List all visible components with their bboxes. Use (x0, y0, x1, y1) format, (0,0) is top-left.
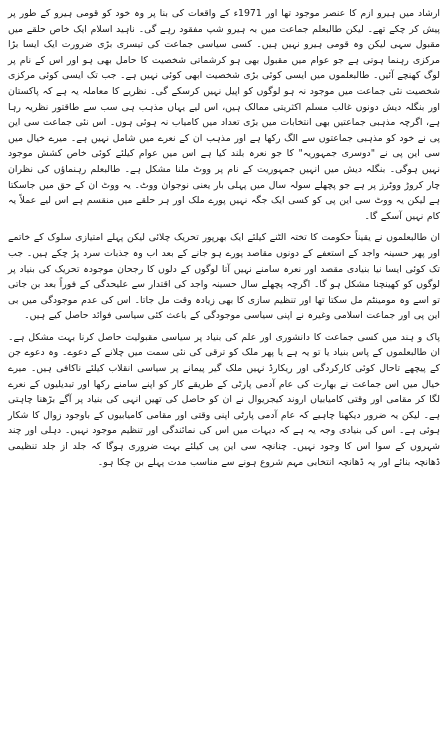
article-paragraph-1: ارشاد میں ہیرو ازم کا عنصر موجود تھا اور 1971ء کے واقعات کی بنا پر وہ خود کو قومی ہیرو کے طور پر پیش کر چکے تھے۔ لیکن طالبعلم جماعت میں بہ ہیرو شپ مفقود رہے گی۔ ناہید اسلام ایک خاص حلقے میں مقبول سہی لیکن وہ قومی ہیرو نہیں ہیں۔ کسی سیاسی جماعت کی تیسری بڑی ضرورت ایک ایسا بڑا مرکزی رہنما ہوتی ہے جو عوام میں مقبول بھی ہو کرشماتی شخصیت کا حامل بھی ہو اور اس کے نام پر لوگ کھنچے آئیں۔ طالبعلموں میں ایسی کوئی بڑی شخصیت ابھی کوئی نہیں ہے۔ جب تک ایسی کوئی مرکزی شخصیت نئی جماعت میں موجود نہ ہو لوگوں کو اپیل نہیں کرسکے گی۔ نظریے کا معاملہ یہ ہے کہ پاکستان اور بنگلہ دیش دونوں غالب مسلم اکثریتی ممالک ہیں، اس لیے یہاں مذہب ہی سب سے طاقتور نظریہ رہا ہے، اگرچہ مذہبی جماعتیں بھی انتخابات میں بڑی تعداد میں کامیاب نہ ہوئی ہوں۔ اس نئی جماعت سی این پی نے خود کو مذہبی جماعتوں سے الگ رکھا ہے اور مذہب ان کے نعرے میں شامل نہیں ہے۔ میرے خیال میں سی این پی نے "دوسری جمہوریہ" کا جو نعرہ بلند کیا ہے اس میں عوام کیلئے کوئی خاص کشش موجود نہیں ہوگی۔ بنگلہ دیش میں انہیں جمہوریت کے نام پر ووٹ ملنا مشکل ہے۔ طالبعلم رہنماؤں کی نظران چار کروڑ ووٹرز پر ہے جو پچھلے سولہ سال میں پہلی بار یعنی نوجوان ووٹ۔ یہ ووٹ ان کے حق میں جاسکتا ہے لیکن یہ ووٹ سی این پی کو کسی ایک جگہ نہیں پورے ملک اور ہر حلقے میں منقسم ہے اس لیے عملاً یہ کام نہیں آسکے گا۔ (8, 8, 440, 222)
article-paragraph-2: ان طالبعلموں نے یقیناً حکومت کا تختہ الٹنے کیلئے ایک بھرپور تحریک چلائی لیکن پہلے امتیازی سلوک کے خاتمے اور پھر حسینہ واجد کے استعفے کے دونوں مقاصد پورے ہو جانے کے بعد اب وہ جذبات سرد پڑ چکے ہیں۔ جب تک کوئی ایسا نیا بنیادی مقصد اور نعرہ سامنے نہیں آتا لوگوں کے دلوں کا رجحان موجودہ تحریک کی بنیاد پر لوگوں کو کھینچنا مشکل ہو گا۔ اگرچہ پچھلے سال حسینہ واجد کی اقتدار سے علیحدگی کے فوراً بعد بن جاتی تو اسے وہ مومینٹم مل سکتا تھا اور تنظیم سازی کا بھی زیادہ وقت مل جاتا۔ اس کی عدم موجودگی میں بی این پی اور جماعت اسلامی وغیرہ نے اپنی سیاسی موجودگی کے باعث کئی سیاسی فوائد حاصل کیے ہیں۔ (8, 232, 440, 322)
article-paragraph-3: پاک و ہند میں کسی جماعت کا دانشوری اور علم کی بنیاد پر سیاسی مقبولیت حاصل کرنا بہت مشکل ہے۔ ان طالبعلموں کے پاس بنیاد یا تو یہ ہے یا پھر ملک کو ترقی کی نئی سمت میں چلانے کے دعوے۔ وہ دعوے جن کے پیچھے تاحال کوئی کارکردگی اور ریکارڈ نہیں ملک گیر پیمانے پر سیاسی انقلاب کیلئے ناکافی ہیں۔ میرے خیال میں اس جماعت نے بھارت کی عام آدمی پارٹی کے طریقے کار کو اپنے سامنے رکھا اور تبدیلیوں کے نعرے لگا کر مقامی اور وقتی کامیابیاں اروند کیجریوال نے ان کو حاصل کی تھیں انہی کی بنیاد پر آگے بڑھنا چاہتی ہے۔ لیکن یہ ضرور دیکھنا چاہیے کہ عام آدمی پارٹی اپنی وقتی اور مقامی کامیابیوں کے باوجود زوال کا شکار ہوئی ہے۔ اس کی بنیادی وجہ یہ ہے کہ دیہات میں اس کی نمائندگی اور تنظیم موجود نہیں۔ دہلی اور چند شہروں کے سوا اس کا وجود نہیں۔ چنانچہ سی این پی کیلئے بہت ضروری ہوگا کہ جلد از جلد تنظیمی ڈھانچہ بنائے اور یہ ڈھانچہ انتخابی مہم شروع ہونے سے مناسب مدت پہلے بن چکا ہو۔ (8, 331, 440, 468)
